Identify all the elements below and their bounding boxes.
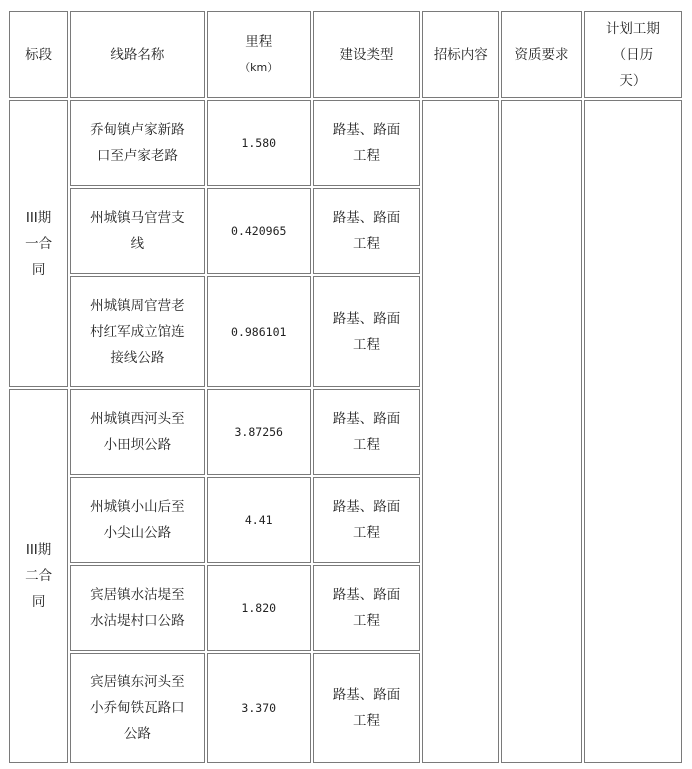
- header-section-label: 标段: [25, 46, 53, 63]
- section-name: III期二合同: [25, 542, 53, 610]
- header-route-name: [70, 11, 204, 98]
- bid-content-cell: [422, 100, 499, 763]
- route-name-cell: [70, 565, 204, 651]
- header-duration-unit: （日历天）: [612, 46, 654, 89]
- construction-type: 路基、路面工程: [332, 687, 401, 729]
- qualification-cell: [501, 100, 581, 763]
- planned-duration-cell: [584, 100, 682, 763]
- header-mileage-unit: （km）: [239, 60, 279, 74]
- construction-type: 路基、路面工程: [332, 210, 401, 252]
- route-name: 州城镇小山后至小尖山公路: [90, 499, 185, 541]
- mileage-cell: [207, 653, 311, 763]
- mileage-cell: [207, 100, 311, 186]
- header-qualification: [501, 11, 581, 98]
- type-cell: [313, 565, 420, 651]
- construction-type: 路基、路面工程: [332, 499, 401, 541]
- mileage-value: 0.420965: [231, 224, 287, 238]
- header-mileage-label: 里程: [245, 33, 273, 50]
- route-name-cell: [70, 653, 204, 763]
- mileage-cell: [207, 477, 311, 563]
- route-name-cell: [70, 100, 204, 186]
- type-cell: [313, 276, 420, 387]
- header-planned-duration-label: 计划工期: [605, 20, 660, 37]
- route-name: 州城镇马官营支线: [90, 210, 185, 252]
- mileage-cell: [207, 276, 311, 387]
- section-cell: [9, 100, 68, 387]
- header-route-name-label: 线路名称: [110, 46, 165, 63]
- header-bid-content: [422, 11, 499, 98]
- header-planned-duration: [584, 11, 682, 98]
- route-name: 宾居镇水沽堤至水沽堤村口公路: [90, 587, 185, 629]
- mileage-value: 0.986101: [231, 324, 287, 339]
- route-name: 乔甸镇卢家新路口至卢家老路: [90, 122, 185, 164]
- route-name: 州城镇周官营老村红军成立馆连接线公路: [90, 297, 185, 366]
- header-construction-type: [313, 11, 420, 98]
- construction-type: 路基、路面工程: [332, 587, 401, 629]
- construction-type: 路基、路面工程: [332, 122, 401, 164]
- type-cell: [313, 188, 420, 274]
- section-name: III期一合同: [25, 209, 53, 278]
- route-name: 宾居镇东河头至小乔甸铁瓦路口公路: [90, 674, 185, 742]
- type-cell: [313, 477, 420, 563]
- route-name-cell: [70, 188, 204, 274]
- header-bid-content-label: 招标内容: [433, 46, 488, 63]
- mileage-cell: [207, 565, 311, 651]
- type-cell: [313, 389, 420, 475]
- table-row: [9, 100, 682, 186]
- type-cell: [313, 653, 420, 763]
- section-cell: [9, 389, 68, 763]
- header-construction-type-label: 建设类型: [339, 46, 394, 63]
- mileage-value: 1.820: [241, 601, 277, 615]
- route-name-cell: [70, 477, 204, 563]
- route-name-cell: [70, 276, 204, 387]
- mileage-cell: [207, 389, 311, 475]
- route-name: 州城镇西河头至小田坝公路: [90, 411, 185, 453]
- route-name-cell: [70, 389, 204, 475]
- mileage-value: 3.370: [241, 701, 277, 715]
- mileage-cell: [207, 188, 311, 274]
- construction-type: 路基、路面工程: [332, 411, 401, 453]
- header-section: [9, 11, 68, 98]
- construction-type: 路基、路面工程: [332, 310, 401, 353]
- mileage-value: 1.580: [241, 136, 277, 150]
- mileage-value: 3.87256: [234, 425, 283, 439]
- type-cell: [313, 100, 420, 186]
- bid-section-table: [7, 9, 684, 765]
- header-qualification-label: 资质要求: [514, 46, 569, 63]
- header-row: [9, 11, 682, 98]
- mileage-value: 4.41: [244, 513, 273, 527]
- header-mileage: [207, 11, 311, 98]
